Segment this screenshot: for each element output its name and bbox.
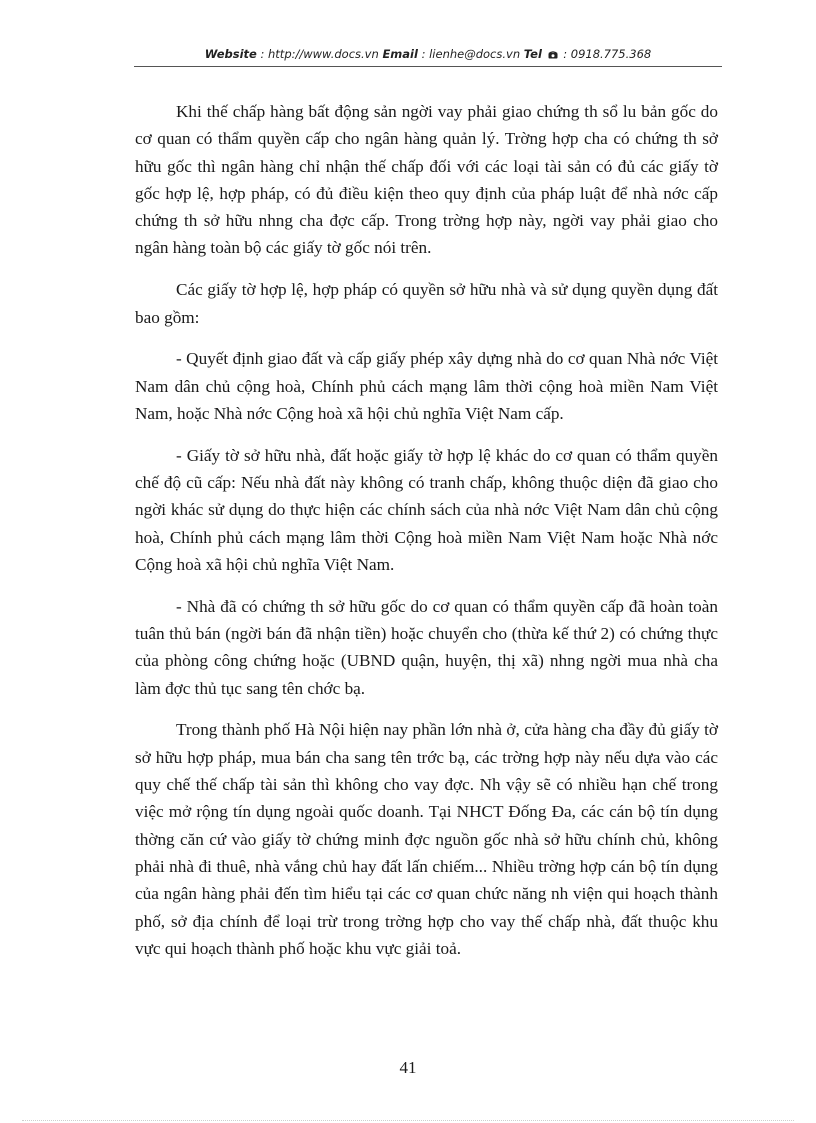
list-paragraph: - Nhà đã có chứng th sở hữu gốc do cơ quan có thẩm quyền cấp đã hoàn toàn tuân thủ bán (ngời bán đã nhận tiền) hoặc chuyển cho (thừa kế thứ 2) có chứng thực của phòng công chứng hoặc (UBND quận, huyện, thị xã) nhng ngời mua nhà cha làm đợc thủ tục sang tên chớc bạ. xyxy=(135,596,718,698)
page-bottom-divider xyxy=(22,1120,794,1121)
email-value: : lienhe@docs.vn xyxy=(421,47,521,61)
website-value: : http://www.docs.vn xyxy=(260,47,379,61)
page-number: 41 xyxy=(399,1058,417,1077)
document-body xyxy=(135,98,718,977)
website-label: Website xyxy=(204,47,257,61)
email-label: Email xyxy=(382,47,418,61)
tel-label: Tel xyxy=(523,47,542,61)
paragraph: Trong thành phố Hà Nội hiện nay phần lớn nhà ở, cửa hàng cha đầy đủ giấy tờ sở hữu hợp pháp, mua bán cha sang tên trớc bạ, các trờng hợp này nếu dựa vào các quy chế thế chấp tài sản thì không cho vay đợc. Nh vậy sẽ có nhiều hạn chế trong việc mở rộng tín dụng ngoài quốc doanh. Tại NHCT Đống Đa, các cán bộ tín dụng thờng căn cứ vào giấy tờ chứng minh đợc nguồn gốc nhà sở hữu chính chủ, không phải nhà đi thuê, nhà vắng chủ hay đất lấn chiếm... Nhiều trờng hợp cán bộ tín dụng của ngân hàng phải đến tìm hiểu tại các cơ quan chức năng nh viện qui hoạch thành phố, sở địa chính để loại trừ trong trờng hợp cho vay thế chấp nhà, đất thuộc khu vực qui hoạch thành phố hoặc khu vực giải toả. xyxy=(135,720,718,958)
page-header xyxy=(134,44,722,67)
tel-value: : 0918.775.368 xyxy=(563,47,652,61)
list-paragraph: - Quyết định giao đất và cấp giấy phép xây dựng nhà do cơ quan Nhà nớc Việt Nam dân chủ cộng hoà, Chính phủ cách mạng lâm thời cộng hoà miền Nam Việt Nam, hoặc Nhà nớc Cộng hoà xã hội chủ nghĩa Việt Nam cấp. xyxy=(135,349,718,423)
paragraph: Khi thế chấp hàng bất động sản ngời vay phải giao chứng th sổ lu bản gốc do cơ quan có thẩm quyền cấp cho ngân hàng quản lý. Trờng hợp cha có chứng th sở hữu gốc thì ngân hàng chỉ nhận thế chấp đối với các loại tài sản có đủ các giấy tờ gốc hợp lệ, hợp pháp, có đủ điều kiện theo quy định của pháp luật để nhà nớc cấp chứng th sở hữu nhng cha đợc cấp. Trong trờng hợp này, ngời vay phải giao cho ngân hàng toàn bộ các giấy tờ gốc nói trên. xyxy=(135,102,718,258)
list-paragraph: - Giấy tờ sở hữu nhà, đất hoặc giấy tờ hợp lệ khác do cơ quan có thẩm quyền chế độ cũ cấp: Nếu nhà đất này không có tranh chấp, không thuộc diện đã giao cho ngời khác sử dụng do thực hiện các chính sách của nhà nớc Việt Nam dân chủ cộng hoà, Chính phủ cách mạng lâm thời Cộng hoà miền Nam Việt Nam hoặc Nhà nớc Cộng hoà xã hội chủ nghĩa Việt Nam. xyxy=(135,445,718,574)
paragraph: Các giấy tờ hợp lệ, hợp pháp có quyền sở hữu nhà và sử dụng quyền dụng đất bao gồm: xyxy=(135,280,718,327)
phone-icon xyxy=(548,50,558,59)
